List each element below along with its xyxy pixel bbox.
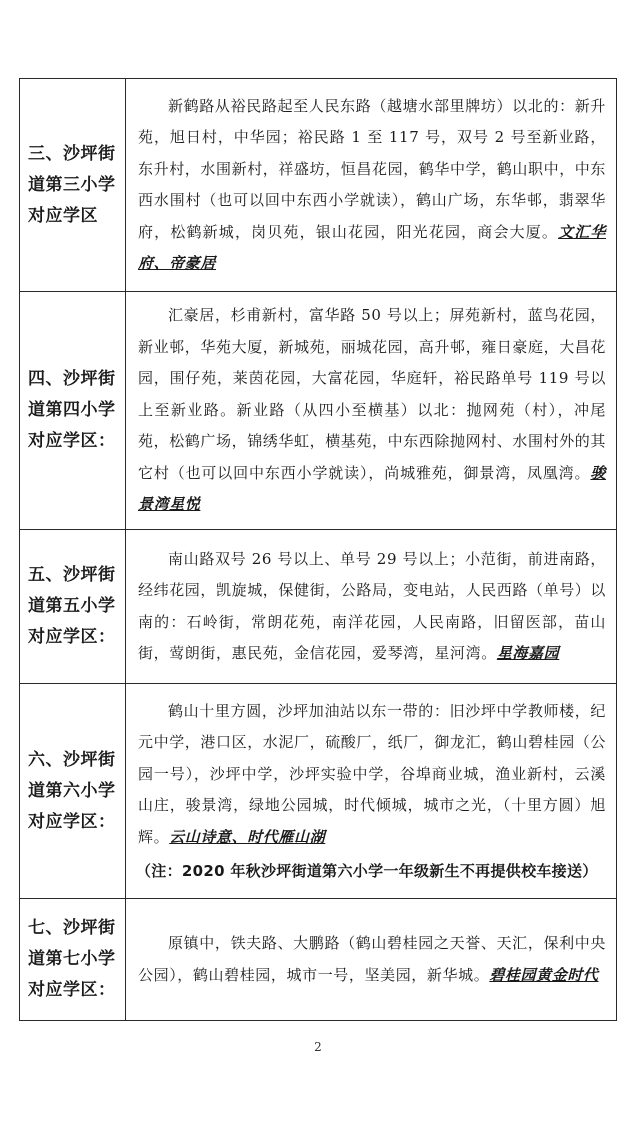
table-row	[20, 79, 617, 292]
table-row	[20, 899, 617, 1021]
table-row	[20, 684, 617, 899]
table-row	[20, 292, 617, 530]
shuttle-notice: （注：2020 年秋沙坪街道第六小学一年级新生不再提供校车接送）	[136, 862, 598, 881]
page-number: 2	[314, 1040, 322, 1054]
row-label: 四、沙坪街道第四小学对应学区：	[20, 292, 126, 530]
row-text: 原镇中，铁夫路、大鹏路（鹤山碧桂园之天誉、天汇，保利中央公园），鹤山碧桂园，城市一号，坚美园，新华城。	[138, 934, 606, 984]
row-content	[126, 899, 617, 1021]
row-label: 三、沙坪街道第三小学对应学区	[20, 79, 126, 292]
row-text: 汇豪居，杉甫新村，富华路 50 号以上；屏苑新村，蓝鸟花园，新业邨，华苑大厦，新城苑，丽城花园，高升邨，雍日豪庭，大昌花园，围仔苑，莱茵花园，大富花园，华庭轩，裕民路单号 119 号以上至新业路。新业路（从四小至横基）以北：抛网苑（村），冲尾苑，松鹤广场，锦绣华虹，横基苑，中东西除抛网村、水围村外的其它村（也可以回中东西小学就读），尚城雅苑，御景湾，凤凰湾。	[138, 306, 607, 482]
highlight-estate: 碧桂园黄金时代	[489, 965, 599, 984]
row-content	[126, 530, 617, 684]
row-label: 七、沙坪街道第七小学对应学区：	[20, 899, 126, 1021]
row-text: 鹤山十里方圆，沙坪加油站以东一带的：旧沙坪中学教师楼，纪元中学，港口区，水泥厂，硫酸厂，纸厂，御龙汇，鹤山碧桂园（公园一号），沙坪中学，沙坪实验中学，谷埠商业城，渔业新村，云溪山庄，骏景湾，绿地公园城，时代倾城，城市之光，（十里方圆）旭辉。	[138, 701, 607, 846]
row-content	[126, 684, 617, 899]
table-row	[20, 530, 617, 684]
highlight-estate: 文汇华府、帝豪居	[138, 222, 606, 272]
row-content	[126, 79, 617, 292]
row-text: 新鹤路从裕民路起至人民东路（越塘水部里牌坊）以北的：新升苑，旭日村，中华园；裕民路 1 至 117 号，双号 2 号至新业路，东升村，水围新村，祥盛坊，恒昌花园，鹤华中学，鹤山职中，中东西水围村（也可以回中东西小学就读），鹤山广场，东华邨，翡翠华府，松鹤新城，岗贝苑，银山花园，阳光花园，商会大厦。	[138, 96, 607, 241]
school-district-table	[19, 78, 617, 1021]
row-label: 六、沙坪街道第六小学对应学区：	[20, 684, 126, 899]
highlight-estate: 云山诗意、时代雁山湖	[169, 827, 326, 846]
row-text: 南山路双号 26 号以上、单号 29 号以上；小范街，前进南路，经纬花园，凯旋城，保健街，公路局，变电站，人民西路（单号）以南的：石岭街，常朗花苑，南洋花园，人民南路，旧留医部，苗山街，莺朗街，惠民苑，金信花园，爱琴湾，星河湾。	[138, 549, 607, 662]
row-label: 五、沙坪街道第五小学对应学区：	[20, 530, 126, 684]
row-content	[126, 292, 617, 530]
highlight-estate: 骏景湾星悦	[138, 463, 606, 514]
highlight-estate: 星海嘉园	[496, 644, 560, 662]
